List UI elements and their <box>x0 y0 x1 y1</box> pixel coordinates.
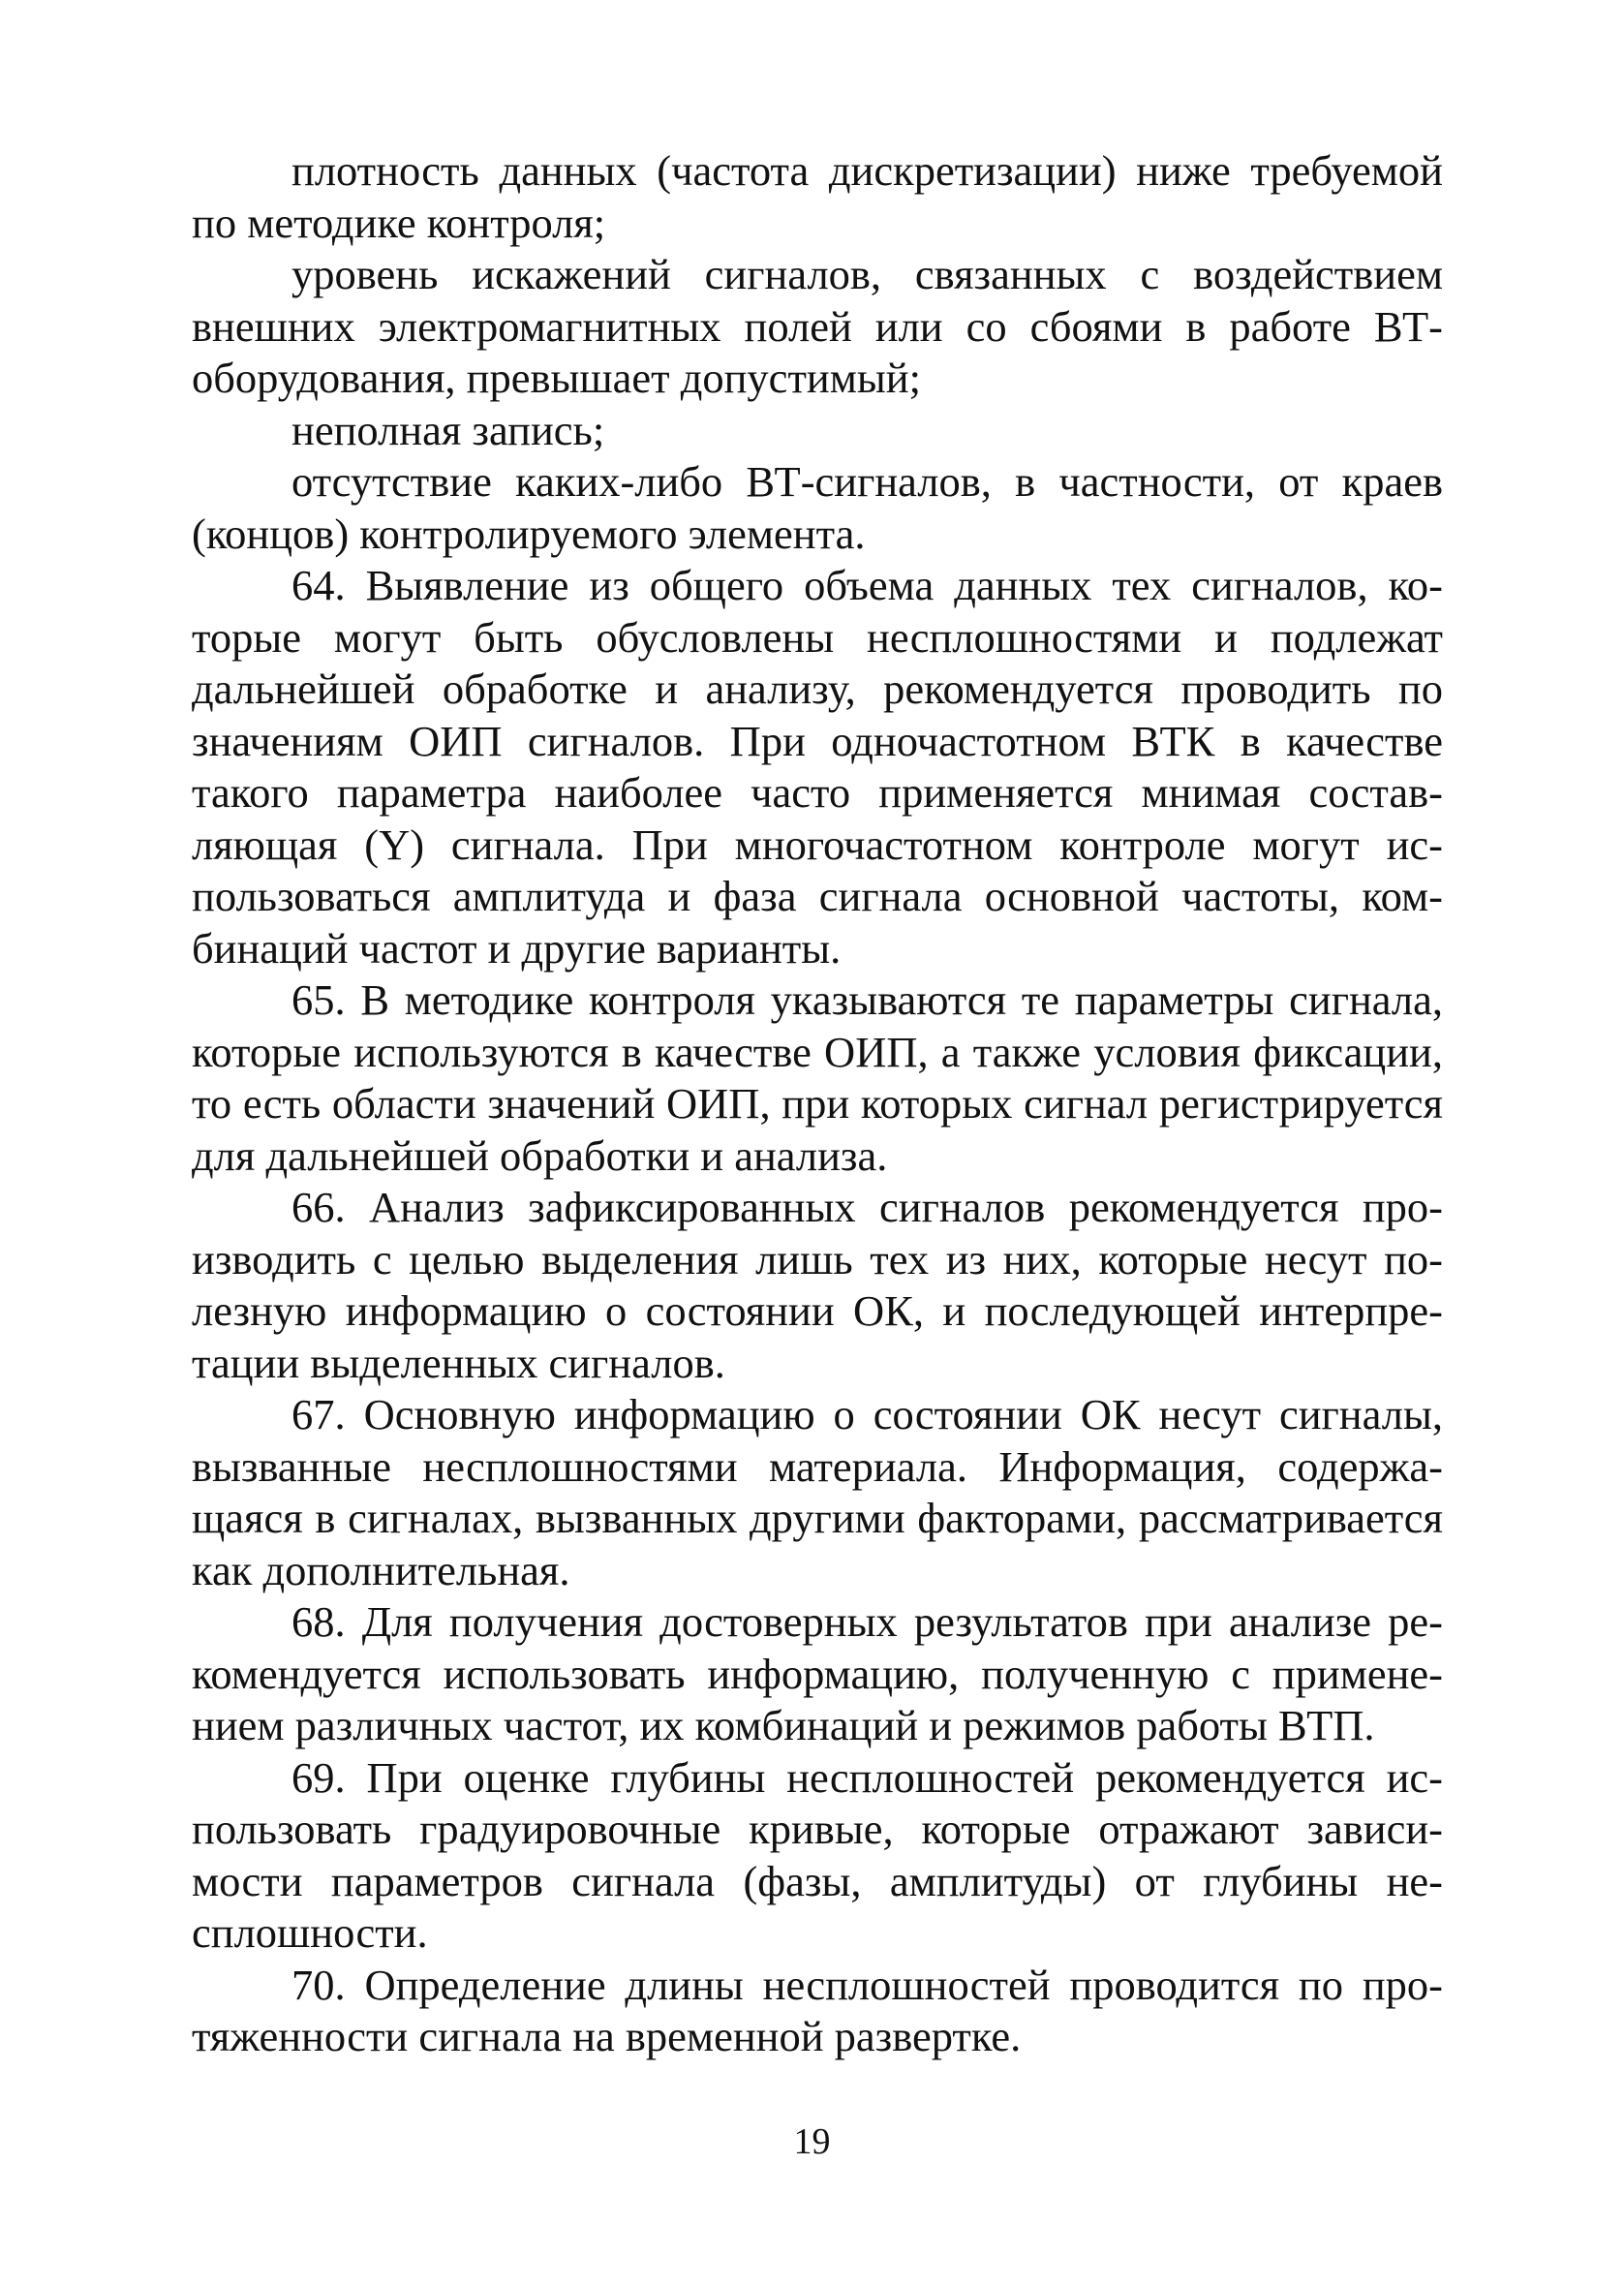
paragraph-item-69: 69. При оценке глубины несплошностей рекомендуется использовать градуировочные кривые, которые отражают зависимости параметров сигнала (фазы, амплитуды) от глубины несплошности. <box>192 1752 1443 1957</box>
paragraph-incomplete-record: неполная запись; <box>291 405 605 454</box>
document-body <box>192 145 1443 2063</box>
paragraph-item-66: 66. Анализ зафиксированных сигналов рекомендуется производить с целью выделения лишь тех из них, которые несут полезную информацию о состоянии ОК, и последующей интерпретации выделенных сигналов. <box>192 1183 1443 1387</box>
paragraph-item-70: 70. Определение длины несплошностей проводится по протяженности сигнала на временной развертке. <box>192 1960 1443 2060</box>
paragraph-item-68: 68. Для получения достоверных результатов при анализе рекомендуется использовать информацию, полученную с применением различных частот, их комбинаций и режимов работы ВТП. <box>192 1597 1443 1749</box>
paragraph-item-67: 67. Основную информацию о состоянии ОК несут сигналы, вызванные несплошностями материала. Информация, содержащаяся в сигналах, вызванных другими факторами, рассматривается как дополнительная. <box>192 1390 1443 1594</box>
paragraph-sampling-density: плотность данных (частота дискретизации) ниже требуемой по методике контроля; <box>192 146 1443 247</box>
paragraph-missing-signals: отсутствие каких-либо ВТ-сигналов, в частности, от краев (концов) контролируемого элемента. <box>192 457 1443 558</box>
paragraph-signal-distortion: уровень искажений сигналов, связанных с воздействием внешних электромагнитных полей или со сбоями в работе ВТ-оборудования, превышает допустимый; <box>192 250 1443 402</box>
paragraph-item-64: 64. Выявление из общего объема данных тех сигналов, которые могут быть обусловлены несплошностями и подлежат дальнейшей обработке и анализу, рекомендуется проводить по значениям ОИП сигналов. При одночастотном ВТК в качестве такого параметра наиболее часто применяется мнимая составляющая (Y) сигнала. При многочастотном контроле могут использоваться амплитуда и фаза сигнала основной частоты, комбинаций частот и другие варианты. <box>192 561 1443 973</box>
page-number: 19 <box>793 2121 831 2162</box>
paragraph-item-65: 65. В методике контроля указываются те параметры сигнала, которые используются в качестве ОИП, а также условия фиксации, то есть области значений ОИП, при которых сигнал регистрируется для дальнейшей обработки и анализа. <box>192 975 1443 1180</box>
